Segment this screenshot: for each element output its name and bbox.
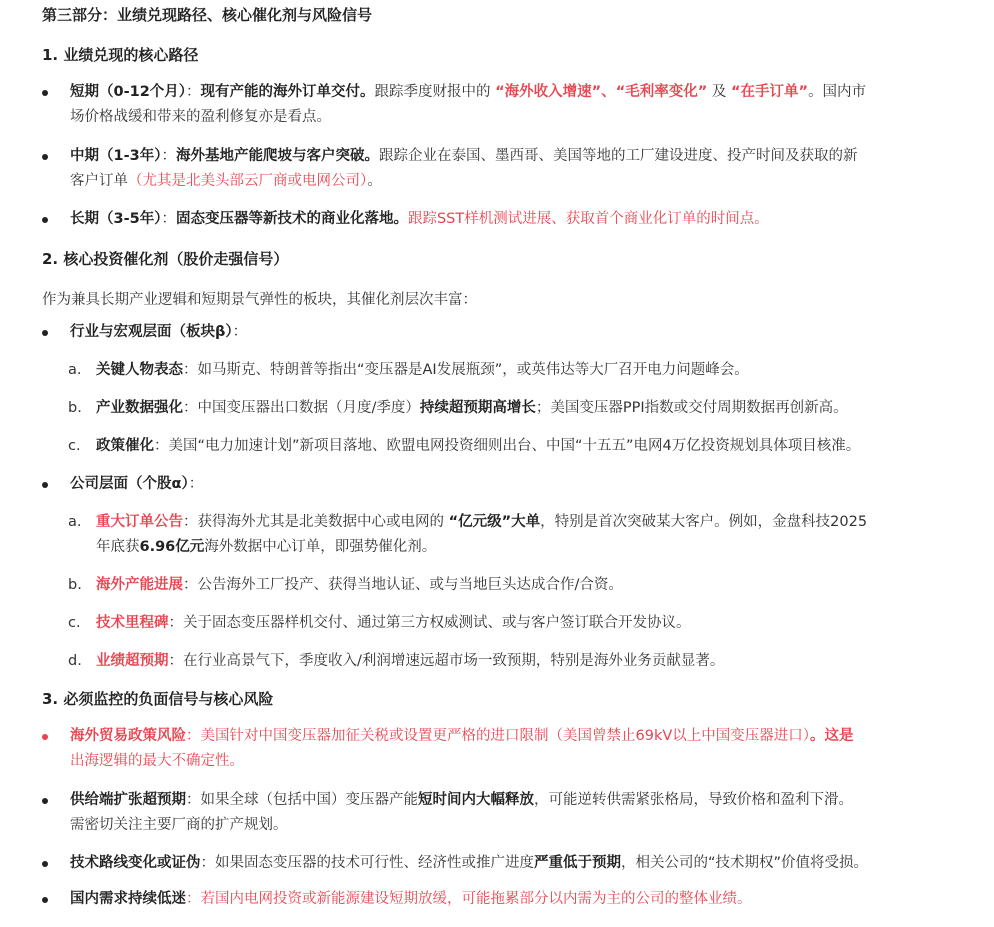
list-item: 国内需求持续低迷：若国内电网投资或新能源建设短期放缓，可能拖累部分以内需为主的公司的整体业绩。 [42,887,942,912]
sub-list-item: b. 海外产能进展：公告海外工厂投产、获得当地认证、或与当地巨头达成合作/合资。 [68,577,623,593]
section2-intro: 作为兼具长期产业逻辑和短期景气弹性的板块，其催化剂层次丰富： [42,292,477,308]
bullet-icon [42,482,48,488]
bullet-icon [42,798,48,804]
list-item: 海外贸易政策风险：美国针对中国变压器加征关税或设置更严格的进口限制（美国曾禁止69kV以上中国变压器进口）。这是 出海逻辑的最大不确定性。 [42,724,942,774]
section2-heading: 2. 核心投资催化剂（股价走强信号） [42,250,289,268]
sub-list-item: a. 关键人物表态：如马斯克、特朗普等指出“变压器是AI发展瓶颈”，或英伟达等大厂召开电力问题峰会。 [68,362,749,378]
sub-list-item: c. 技术里程碑：关于固态变压器样机交付、通过第三方权威测试、或与客户签订联合开发协议。 [68,615,691,631]
sub-list-item: a. 重大订单公告：获得海外尤其是北美数据中心或电网的 “亿元级”大单，特别是首次突破某大客户。例如，金盘科技2025 年底获6.96亿元海外数据中心订单，即强势催化剂。 [68,514,868,555]
sub-list-item: b. 产业数据强化：中国变压器出口数据（月度/季度）持续超预期高增长；美国变压器PPI指数或交付周期数据再创新高。 [68,400,848,416]
bullet-icon [42,217,48,223]
section3-heading: 3. 必须监控的负面信号与核心风险 [42,690,274,708]
bullet-icon [42,897,48,903]
bullet-icon [42,154,48,160]
bullet-icon [42,734,48,740]
bullet-icon [42,861,48,867]
list-item: 公司层面（个股α）： [42,472,942,497]
section-title: 第三部分：业绩兑现路径、核心催化剂与风险信号 [42,6,373,24]
bullet-icon [42,330,48,336]
section1-heading: 1. 业绩兑现的核心路径 [42,46,199,64]
list-item: 短期（0-12个月）：现有产能的海外订单交付。跟踪季度财报中的 “海外收入增速”、“毛利率变化” 及 “在手订单”。国内市 场价格战缓和带来的盈利修复亦是看点。 [42,80,942,130]
list-item: 长期（3-5年）：固态变压器等新技术的商业化落地。跟踪SST样机测试进展、获取首个商业化订单的时间点。 [42,207,942,232]
list-item: 供给端扩张超预期：如果全球（包括中国）变压器产能短时间内大幅释放，可能逆转供需紧张格局，导致价格和盈利下滑。 需密切关注主要厂商的扩产规划。 [42,788,942,838]
list-item: 技术路线变化或证伪：如果固态变压器的技术可行性、经济性或推广进度严重低于预期，相关公司的“技术期权”价值将受损。 [42,851,942,876]
sub-list-item: d. 业绩超预期：在行业高景气下，季度收入/利润增速远超市场一致预期，特别是海外业务贡献显著。 [68,653,725,669]
list-item: 中期（1-3年）：海外基地产能爬坡与客户突破。跟踪企业在泰国、墨西哥、美国等地的工厂建设进度、投产时间及获取的新 客户订单（尤其是北美头部云厂商或电网公司）。 [42,144,942,194]
bullet-icon [42,90,48,96]
sub-list-item: c. 政策催化：美国“电力加速计划”新项目落地、欧盟电网投资细则出台、中国“十五五”电网4万亿投资规划具体项目核准。 [68,438,861,454]
list-item: 行业与宏观层面（板块β）： [42,320,942,345]
